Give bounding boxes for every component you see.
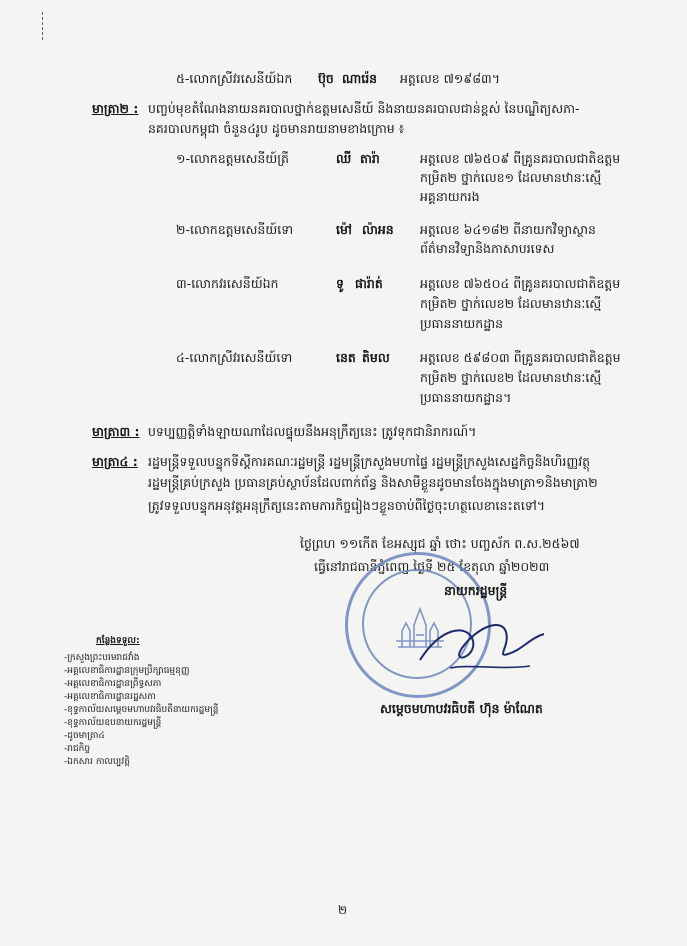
signatory-name: សម្តេចមហាបវរធិបតី ហ៊ុន ម៉ាណែត [380, 701, 543, 716]
person1-given: តារ៉ា [360, 151, 380, 166]
item5-surname: ប៊ុច [318, 71, 334, 86]
person4-rank: ៤-លោកស្រីវរសេនីយ៍ទោ [176, 350, 293, 365]
article2-line2: នគរបាលកម្ពុជា ចំនួន៤រូប ដូចមានរាយនាមខាងក្រោម ៖ [148, 121, 405, 136]
person3-line1: អត្តលេខ ៧៦៥០៤ ពីគ្រូនគរបាលជាតិឧត្តម [420, 276, 621, 291]
article4-line2: រដ្ឋមន្ត្រីគ្រប់ក្រសួង ប្រធានគ្រប់ស្ថាប័នដែលពាក់ព័ន្ធ និងសាមីខ្លួនដូចមានចែងក្នុងមាត្រា១និងមាត្រា២ [148, 475, 598, 490]
person2-line2: ព័ត៌មានវិទ្យានិងភាសាបរទេស [420, 241, 555, 256]
item5-given: ណារ៉េន [342, 71, 378, 86]
item5-id: អត្តលេខ ៧១៩៨៣។ [400, 71, 500, 86]
article4-line3: ត្រូវទទួលបន្ទុកអនុវត្តអនុក្រឹត្យនេះតាមភារកិច្ចរៀងៗខ្លួនចាប់ពីថ្ងៃចុះហត្ថលេខានេះតទៅ។ [148, 498, 545, 513]
person1-line2: កម្រិត២ ថ្នាក់លេខ១ ដែលមានឋានៈស្មើ [420, 170, 602, 185]
recipient-item: -ក្រសួងព្រះបរមរាជវាំង [64, 653, 140, 663]
recipient-item: -ខុទ្ទកាល័យសម្តេចមហាបវរធិបតីនាយករដ្ឋមន្ត្រី [64, 705, 219, 715]
person2-surname: ម៉ៅ [336, 222, 352, 237]
person3-given: ផារ៉ាត់ [355, 276, 383, 291]
staple-mark [42, 12, 51, 40]
handwritten-signature [410, 608, 570, 680]
person4-given: តិមល [362, 350, 390, 365]
item5-rank: ៥-លោកស្រីវរសេនីយ៍ឯក [176, 71, 293, 86]
solar-date: ធ្វើនៅរាជធានីភ្នំពេញ ថ្ងៃទី ២៥ ខែតុលា ឆ្នាំ២០២៣ [314, 559, 550, 574]
article2-heading: មាត្រា២ : [92, 101, 139, 116]
page-number: ២ [338, 903, 348, 917]
person1-surname: ឈី [336, 151, 352, 166]
person1-rank: ១-លោកឧត្តមសេនីយ៍ត្រី [176, 151, 289, 166]
recipient-item: -អគ្គលេខាធិការដ្ឋានរដ្ឋសភា [64, 692, 156, 702]
article3-heading: មាត្រា៣ : [92, 424, 140, 439]
person2-given: ល៉ាអន [362, 222, 394, 237]
recipient-item: -ឯកសារ កាលប្បវត្តិ [64, 757, 130, 767]
person1-line1: អត្តលេខ ៧៦៥០៩ ពីគ្រូនគរបាលជាតិឧត្តម [420, 151, 621, 166]
person4-surname: នេត [336, 350, 356, 365]
article4-line1: រដ្ឋមន្ត្រីទទួលបន្ទុកទីស្តីការគណៈរដ្ឋមន្ត្រី រដ្ឋមន្ត្រីក្រសួងមហាផ្ទៃ រដ្ឋមន្ត្រីក្រសួងសេដ្ឋកិច្ចនិងហិរញ្ញវត្ថុ [148, 454, 591, 469]
recipient-item: -អគ្គលេខាធិការដ្ឋានក្រុមប្រឹក្សាធម្មនុញ្ញ [64, 666, 190, 676]
person1-line3: អគ្គនាយករង [420, 189, 480, 204]
recipient-item: -រាជកិច្ច [64, 744, 91, 754]
person2-rank: ២-លោកឧត្តមសេនីយ៍ទោ [176, 222, 294, 237]
recipient-item: -អគ្គលេខាធិការដ្ឋានព្រឹទ្ធសភា [64, 679, 162, 689]
article2-line1: បញ្ចប់មុខតំណែងនាយនគរបាលថ្នាក់ឧត្តមសេនីយ៍ និងនាយនគរបាលជាន់ខ្ពស់ នៃបណ្ឌិត្យសភា- [148, 101, 580, 116]
lunar-date: ថ្ងៃព្រហ ១១កើត ខែអស្សុជ ឆ្នាំ ថោះ បញ្ចស័ក ព.ស.២៥៦៧ [300, 536, 580, 551]
person3-line2: កម្រិត២ ថ្នាក់លេខ២ ដែលមានឋានៈស្មើ [420, 296, 602, 311]
recipient-item: -ខុទ្ទកាល័យឧបនាយករដ្ឋមន្ត្រី [64, 718, 162, 728]
recipients-heading: កន្លែងទទួល: [96, 636, 140, 646]
signatory-title: នាយករដ្ឋមន្ត្រី [444, 583, 508, 598]
person4-line2: កម្រិត២ ថ្នាក់លេខ២ ដែលមានឋានៈស្មើ [420, 370, 602, 385]
recipient-item: -ដូចមាត្រា៤ [64, 731, 105, 741]
article3-text: បទប្បញ្ញត្តិទាំងឡាយណាដែលផ្ទុយនឹងអនុក្រឹត្យនេះ ត្រូវទុកជានិរាករណ៍។ [148, 424, 477, 439]
person3-rank: ៣-លោកវរសេនីយ៍ឯក [176, 276, 279, 291]
person3-line3: ប្រធាននាយកដ្ឋាន [420, 316, 504, 331]
person4-line3: ប្រធាននាយកដ្ឋាន។ [420, 390, 512, 405]
person4-line1: អត្តលេខ ៥៩៨០៣ ពីគ្រូនគរបាលជាតិឧត្តម [420, 350, 621, 365]
person2-line1: អត្តលេខ ៦៤១៨២ ពីនាយកវិទ្យាស្ថាន [420, 222, 596, 237]
person3-surname: ទូ [336, 276, 344, 291]
article4-heading: មាត្រា៤ : [92, 454, 138, 469]
